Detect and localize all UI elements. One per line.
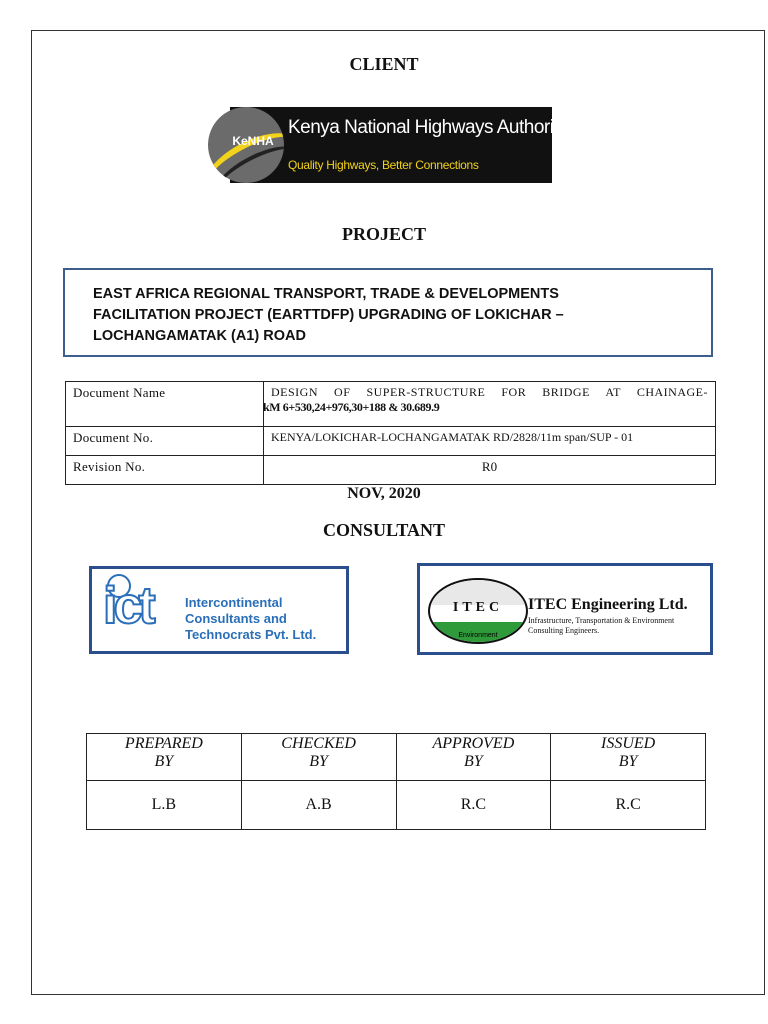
ict-company-name <box>185 595 316 643</box>
document-name-label: Document Name <box>66 382 264 427</box>
ict-line3: Technocrats Pvt. Ltd. <box>185 627 317 642</box>
header-line1: APPROVED <box>432 735 515 752</box>
header-line1: ISSUED <box>601 735 656 752</box>
ict-line2: Consultants and <box>185 611 287 626</box>
itec-emblem-icon <box>428 578 528 644</box>
table-row <box>66 456 716 485</box>
itec-sub1: Infrastructure, Transportation & Environment <box>528 616 675 625</box>
consultant-heading: CONSULTANT <box>322 520 446 540</box>
prepared-by-value: L.B <box>87 781 242 830</box>
table-row <box>87 781 706 830</box>
document-date: NOV, 2020 <box>347 485 421 502</box>
itec-logo <box>417 563 713 655</box>
project-title-line3: LOCHANGAMATAK (A1) ROAD <box>93 328 306 344</box>
kenha-name: Kenya National Highways Authority <box>288 117 568 138</box>
document-number-value: KENYA/LOKICHAR-LOCHANGAMATAK RD/2828/11m span/SUP - 01 <box>264 427 716 456</box>
checked-by-value: A.B <box>241 781 396 830</box>
issued-by-header <box>551 734 706 781</box>
document-info-table <box>65 381 716 485</box>
client-heading: CLIENT <box>349 54 419 74</box>
document-name-line1: DESIGN OF SUPER-STRUCTURE FOR BRIDGE AT CHAINAGE- <box>271 385 708 399</box>
issued-by-value: R.C <box>551 781 706 830</box>
road-emblem-icon <box>208 107 284 183</box>
kenha-logo <box>200 95 568 195</box>
prepared-by-header <box>87 734 242 781</box>
itec-description <box>528 616 674 636</box>
header-line1: CHECKED <box>281 735 356 752</box>
kenha-tagline: Quality Highways, Better Connections <box>288 158 479 172</box>
table-row <box>66 382 716 427</box>
approved-by-value: R.C <box>396 781 551 830</box>
revision-label: Revision No. <box>66 456 264 485</box>
project-title-box <box>63 268 713 357</box>
header-line2: BY <box>464 753 483 770</box>
document-number-label: Document No. <box>66 427 264 456</box>
itec-sub2: Consulting Engineers. <box>528 626 600 635</box>
ict-logo <box>81 562 353 662</box>
signoff-table <box>86 733 706 830</box>
document-name-value <box>264 382 716 427</box>
project-title-line2: FACILITATION PROJECT (EARTTDFP) UPGRADING OF LOKICHAR – <box>93 307 564 323</box>
kenha-abbr: KeNHA <box>232 134 274 148</box>
header-line2: BY <box>618 753 638 770</box>
header-line2: BY <box>154 753 174 770</box>
approved-by-header <box>396 734 551 781</box>
ict-line1: Intercontinental <box>185 595 283 610</box>
itec-letters: ITEC <box>452 600 504 615</box>
header-line1: PREPARED <box>124 735 203 752</box>
itec-environment: Environment <box>458 632 498 639</box>
ict-mark: ict <box>103 577 152 635</box>
project-title-line1: EAST AFRICA REGIONAL TRANSPORT, TRADE & DEVELOPMENTS <box>93 286 559 302</box>
itec-company-name: ITEC Engineering Ltd. <box>528 596 688 613</box>
revision-value: R0 <box>264 456 716 485</box>
table-row <box>66 427 716 456</box>
document-name-line2: kM 6+530,24+976,30+188 & 30.689.9 <box>263 400 440 414</box>
project-heading: PROJECT <box>341 224 426 244</box>
table-row <box>87 734 706 781</box>
header-line2: BY <box>309 753 328 770</box>
checked-by-header <box>241 734 396 781</box>
